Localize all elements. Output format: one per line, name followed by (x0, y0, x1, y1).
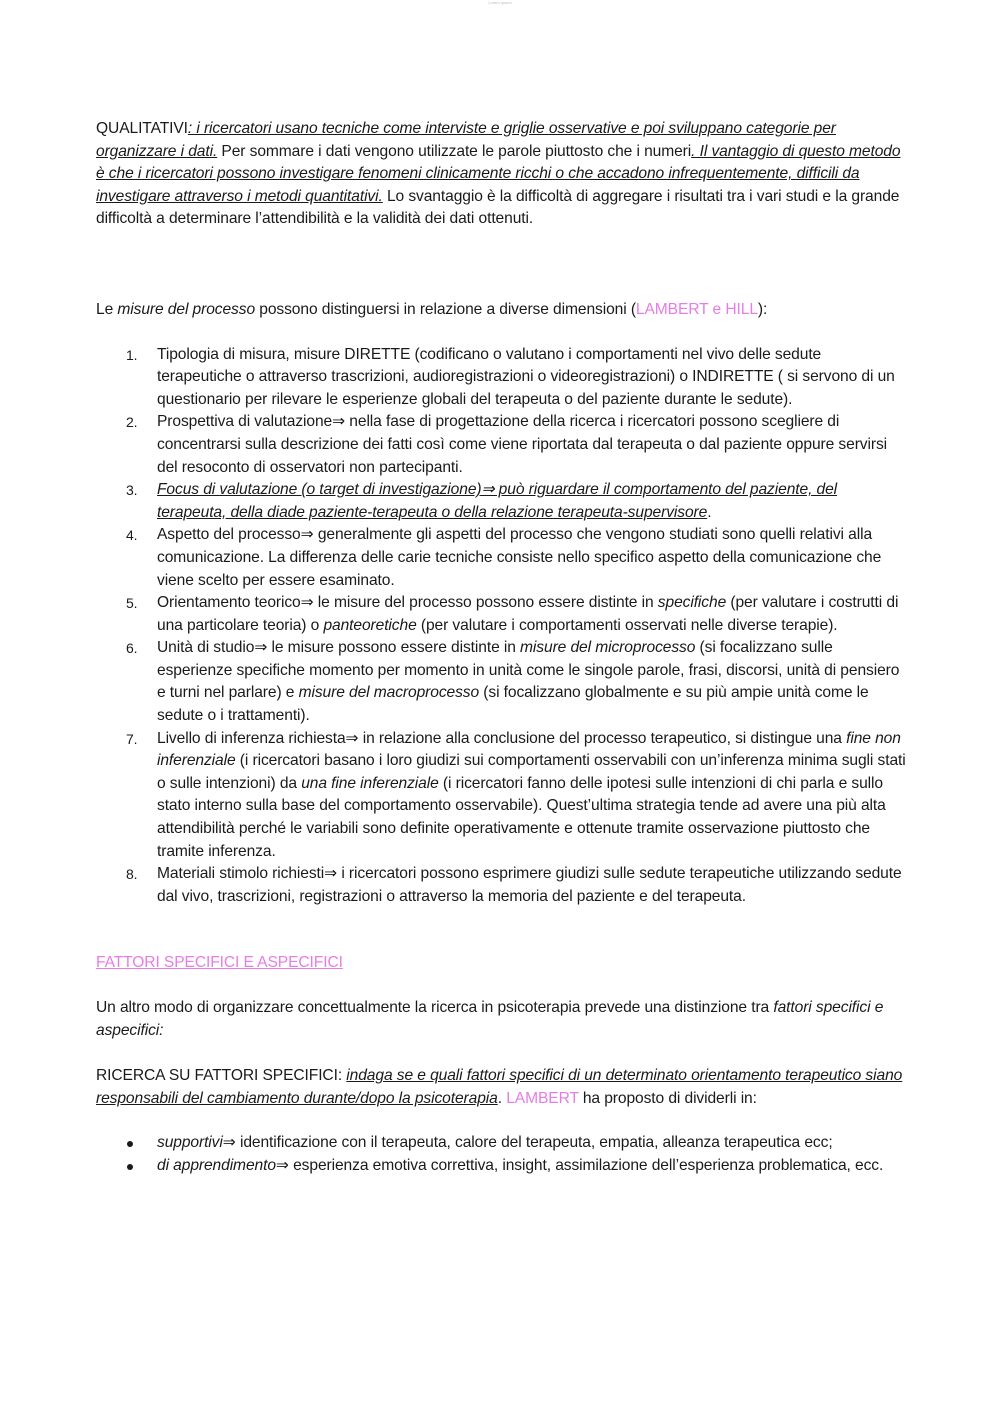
section-title-link[interactable] (96, 952, 908, 975)
list-item-term: panteoretiche (323, 616, 417, 634)
ricerca-label: RICERCA SU FATTORI SPECIFICI: (96, 1067, 347, 1085)
section-title-text[interactable]: FATTORI SPECIFICI E ASPECIFICI (96, 954, 343, 972)
intro-text-mid: possono distinguersi in relazione a diverse dimensioni ( (255, 300, 636, 318)
ricerca-text: ha proposto di dividerli in: (578, 1089, 757, 1107)
bullet-item (96, 1132, 908, 1155)
qualitativi-label: QUALITATIVI (96, 120, 188, 137)
bullet-text: ⇒ identificazione con il terapeuta, calore del terapeuta, empatia, alleanza terapeutica ecc; (222, 1134, 833, 1152)
list-item-term: fine non inferenziale (157, 729, 901, 770)
list-item (96, 637, 908, 727)
bullet-term: di apprendimento (157, 1156, 276, 1174)
intro-text-post: ): (757, 300, 768, 318)
list-number: 4. (126, 527, 138, 544)
list-item (96, 524, 908, 592)
intro-text-pre: Le (96, 300, 118, 318)
qualitativi-text-1: Per sommare i dati vengono utilizzate le parole piuttosto che i numeri (217, 142, 692, 160)
bullet-term: supportivi (157, 1134, 223, 1152)
factors-intro-text: Un altro modo di organizzare concettualmente la ricerca in psicoterapia prevede una distinzione tra (96, 999, 774, 1016)
list-item-text: (per valutare i costrutti di una particolare teoria) o (157, 594, 899, 634)
list-item-text: (si focalizzano globalmente e su più ampie unità come le sedute o i trattamenti). (157, 684, 869, 725)
list-item-text: (per valutare i comportamenti osservati nelle diverse terapie). (416, 616, 838, 634)
qualitativi-paragraph (96, 118, 908, 231)
list-item-text: Tipologia di misura, misure DIRETTE (codificano o valutano i comportamenti nel vivo delle sedute terapeutiche o attraverso trascrizioni, audioregistrazioni o videoregistrazioni) o INDIRETTE ( si servono di un questionario per rilevare le esperienze globali del terapeuta o del paziente durante le sedute). (157, 345, 895, 408)
list-item-text: Unità di studio⇒ le misure possono essere distinte in (157, 639, 521, 657)
list-item-text: Focus di valutazione (o target di investigazione)⇒ può riguardare il comportamento del paziente, del terapeuta, della diade paziente-terapeuta o della relazione terapeuta-supervisore (157, 481, 838, 521)
ricerca-definition: indaga se e quali fattori specifici di un determinato orientamento terapeutico siano responsabili del cambiamento durante/dopo la psicoterapia (96, 1067, 903, 1107)
bullet-item (96, 1155, 908, 1178)
ricerca-punct: . (497, 1089, 507, 1107)
list-item-text: Materiali stimolo richiesti⇒ i ricercatori possono esprimere giudizi sulle sedute terapeutiche utilizzando sedute dal vivo, trascrizioni, registrazioni o attraverso la memoria del paziente e del terapeuta. (157, 865, 902, 905)
list-number: 6. (126, 640, 138, 657)
list-item-term: misure del macroprocesso (298, 684, 480, 702)
list-number: 5. (126, 595, 138, 612)
list-item-term: specifiche (657, 594, 727, 612)
factors-bullet-list (96, 1132, 908, 1177)
intro-term: misure del processo (117, 300, 256, 318)
list-item-text: (i ricercatori fanno delle ipotesi sulle intenzioni di chi parla e sullo stato interno sulla base del comportamento osservabile). Quest’ultima strategia tende ad avere una più alta attendibilità perché le variabili sono definite operativamente e ottenute tramite osservazione piuttosto che tramite inferenza. (157, 774, 886, 860)
ricerca-author: LAMBERT (506, 1089, 579, 1107)
list-number: 8. (126, 866, 138, 883)
factors-intro-paragraph (96, 997, 908, 1042)
intro-authors: LAMBERT e HILL (635, 300, 758, 318)
page-header-mark: Lorem Ipsum (488, 0, 512, 5)
process-measures-intro (96, 299, 908, 322)
list-item-text: Livello di inferenza richiesta⇒ in relazione alla conclusione del processo terapeutico, si distingue una (157, 729, 847, 747)
list-item (96, 344, 908, 412)
qualitativi-advantage: . Il vantaggio di questo metodo è che i ricercatori possono investigare fenomeni clinicamente ricchi o che accadono infrequentemente, difficili da investigare attraverso i metodi quantitativi. (96, 142, 901, 205)
list-item-text: Prospettiva di valutazione⇒ nella fase di progettazione della ricerca i ricercatori possono scegliere di concentrarsi sulla descrizione dei fatti così come viene riportata dal terapeuta o dal paziente oppure servirsi del resoconto di osservatori non partecipanti. (157, 413, 888, 476)
list-item-term: una fine inferenziale (301, 774, 439, 792)
list-item-text: Orientamento teorico⇒ le misure del processo possono essere distinte in (157, 594, 658, 612)
qualitativi-definition: : i ricercatori usano tecniche come interviste e griglie osservative e poi sviluppano categorie per organizzare i dati. (96, 120, 836, 160)
list-item (96, 479, 908, 524)
list-item-text: (si focalizzano sulle esperienze specifiche momento per momento in unità come le singole parole, frasi, discorsi, unità di pensiero e turni nel parlare) e (157, 639, 900, 702)
list-item-term: misure del microprocesso (520, 639, 696, 657)
list-item-text: (i ricercatori basano i loro giudizi sui comportamenti osservabili con un’inferenza minima sugli stati o sulle intenzioni) da (157, 752, 906, 792)
process-measures-list (96, 344, 908, 909)
list-item-tail: . (707, 503, 712, 521)
list-item (96, 592, 908, 637)
document-page (96, 118, 908, 1178)
list-item (96, 863, 908, 908)
list-item-text: Aspetto del processo⇒ generalmente gli aspetti del processo che vengono studiati sono quelli relativi alla comunicazione. La differenza delle carie tecniche consiste nello specifico aspetto della comunicazione che viene scelto per essere esaminato. (157, 526, 882, 589)
list-item (96, 411, 908, 479)
list-number: 1. (126, 346, 138, 363)
factors-intro-term: fattori specifici e aspecifici: (96, 999, 884, 1039)
bullet-text: ⇒ esperienza emotiva correttiva, insight, assimilazione dell’esperienza problematica, ecc. (275, 1156, 884, 1174)
list-number: 2. (126, 414, 138, 431)
list-number: 3. (126, 482, 138, 499)
ricerca-paragraph (96, 1065, 908, 1110)
qualitativi-text-2: Lo svantaggio è la difficoltà di aggregare i risultati tra i vari studi e la grande difficoltà a determinare l’attendibilità e la validità dei dati ottenuti. (96, 187, 900, 228)
bullet-dot-icon (127, 1164, 133, 1170)
list-item (96, 728, 908, 864)
bullet-dot-icon (127, 1141, 133, 1147)
list-number: 7. (126, 730, 138, 747)
